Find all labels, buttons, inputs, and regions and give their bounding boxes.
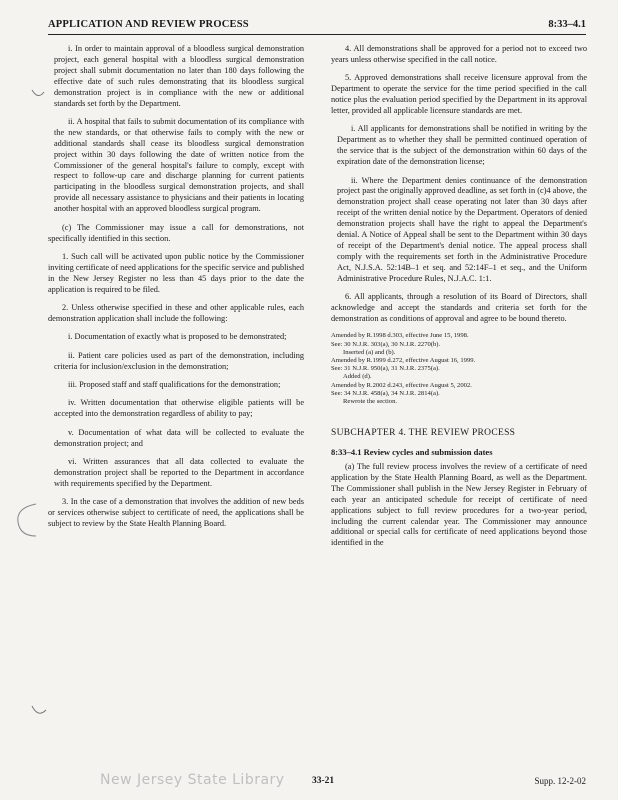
punch-mark-icon xyxy=(30,704,48,718)
header-section-number: 8:33–4.1 xyxy=(548,19,586,30)
amendment-line: See: 30 N.J.R. 303(a), 30 N.J.R. 2270(b). xyxy=(331,340,441,348)
paragraph: i. In order to maintain approval of a bloodless surgical demonstration project, each general hospital with a bloodless surgical demonstration project shall submit documentation no later than 180 days following the effective date of such rules demonstrating that its bloodless surgical demonstration project is in compliance with the new or additional standards set forth by the Department. xyxy=(54,44,304,108)
paragraph: vi. Written assurances that all data collected to evaluate the demonstration project shall be reported to the Department in accordance with requirements specified by the Department. xyxy=(54,457,304,488)
supplement-date: Supp. 12-2-02 xyxy=(534,776,586,786)
amendment-line: Rewrote the section. xyxy=(343,397,398,405)
right-column xyxy=(331,44,587,557)
paragraph: v. Documentation of what data will be collected to evaluate the demonstration project; and xyxy=(54,427,304,448)
subchapter-heading: SUBCHAPTER 4. THE REVIEW PROCESS xyxy=(331,428,516,439)
paragraph: 1. Such call will be activated upon public notice by the Commissioner inviting certificate of need applications for the specific service and published in the New Jersey Register no less than 45 days prior to the date the application is required to be filed. xyxy=(48,251,304,294)
punch-mark-icon xyxy=(30,86,46,100)
library-stamp: New Jersey State Library xyxy=(100,772,285,788)
paragraph: 2. Unless otherwise specified in these and other applicable rules, each demonstration application shall include the following: xyxy=(48,303,304,323)
amendment-line: Amended by R.1998 d.303, effective June 15, 1998. xyxy=(331,332,469,340)
paragraph: ii. A hospital that fails to submit documentation of its compliance with the new standards, or that otherwise fails to comply with the new or additional standards shall cease its bloodless surgical demonstration project within 30 days following the date of written notice from the Commissioner of the general hospital's failure to comply, except with respect to follow-up care and discharge planning for current patients participating in the bloodless surgical demonstration projects, and shall provide all necessary assistance to physicians and their patients in locating another hospital with an approved bloodless surgical program. xyxy=(54,116,304,214)
amendment-line: See: 34 N.J.R. 458(a), 34 N.J.R. 2814(a). xyxy=(331,389,440,397)
paragraph: (c) The Commissioner may issue a call for demonstrations, not specifically identified in this section. xyxy=(48,222,304,243)
paragraph: 3. In the case of a demonstration that involves the addition of new beds or services otherwise subject to certificate of need, the applications shall be subject to review by the State Health Planning Board. xyxy=(48,497,304,529)
amendment-line: See: 31 N.J.R. 950(a), 31 N.J.R. 2375(a). xyxy=(331,365,440,373)
paragraph: ii. Patient care policies used as part of the demonstration, including criteria for inclusion/exclusion in the demonstration; xyxy=(54,350,304,371)
header-title: APPLICATION AND REVIEW PROCESS xyxy=(48,19,249,30)
left-column xyxy=(48,44,304,538)
paragraph: 6. All applicants, through a resolution of its Board of Directors, shall acknowledge and accept the standards and criteria set forth for the demonstration as conditions of approval and agree to be bound thereto. xyxy=(331,292,587,323)
paragraph: i. Documentation of exactly what is proposed to be demonstrated; xyxy=(68,332,287,342)
running-header xyxy=(48,16,586,35)
paragraph: i. All applicants for demonstrations shall be notified in writing by the Department as to whether they shall be permitted continued operation of the service that is the subject of the demonstration within 60 days of the expiration date of the demonstration license; xyxy=(337,124,587,167)
paragraph: (a) The full review process involves the review of a certificate of need application by the State Health Planning Board, as well as the Department. The Commissioner shall publish in the New Jersey Register in February of each year an anticipated schedule for receipt of certificate of need applications subject to full review procedures for a two-year period, including the current calendar year. The Commissioner may announce additional or special calls for certificate of need applications beyond those identified in the xyxy=(331,461,587,548)
amendment-history xyxy=(331,332,587,406)
punch-hole-icon xyxy=(14,500,40,540)
paragraph: 4. All demonstrations shall be approved for a period not to exceed two years unless otherwise specified in the call notice. xyxy=(331,44,587,64)
page-number: 33-21 xyxy=(312,776,335,786)
section-heading: 8:33–4.1 Review cycles and submission dates xyxy=(331,447,493,458)
amendment-line: Amended by R.2002 d.243, effective August 5, 2002. xyxy=(331,381,472,389)
paragraph: ii. Where the Department denies continuance of the demonstration project past the originally approved deadline, as set forth in (c)4 above, the demonstration project shall cease operating not later than 30 days after receipt of the written denial notice by the Department. Operators of denied demonstration projects shall have the right to appeal the Department's denial. A Notice of Appeal shall be sent to the Department within 30 days of receipt of the Department's denial notice. The appeal process shall comply with the requirements set forth in the Administrative Procedure Act, N.J.S.A. 52:14B–1 et seq. and 52:14F–1 et seq., and the Uniform Administrative Procedure Rules, N.J.A.C. 1:1. xyxy=(337,175,587,283)
amendment-line: Amended by R.1999 d.272, effective August 16, 1999. xyxy=(331,356,476,364)
paragraph: 5. Approved demonstrations shall receive licensure approval from the Department to operate the service for the time period specified in the call notice plus the evaluation period specified by the Department in its approval letter, provided all applicable licensure standards are met. xyxy=(331,73,587,116)
paragraph: iv. Written documentation that otherwise eligible patients will be accepted into the demonstration regardless of ability to pay; xyxy=(54,398,304,419)
page-footer xyxy=(48,772,586,792)
paragraph: iii. Proposed staff and staff qualifications for the demonstration; xyxy=(68,380,281,390)
amendment-line: Added (d). xyxy=(343,373,372,381)
amendment-line: Inserted (a) and (b). xyxy=(343,348,396,356)
